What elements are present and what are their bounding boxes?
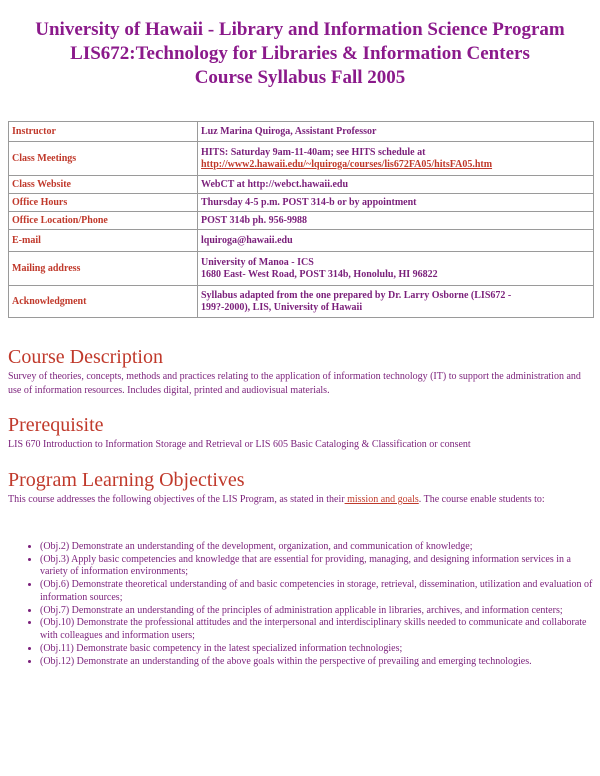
ack-label: Acknowledgment: [9, 286, 198, 318]
office-location-value: POST 314b ph. 956-9988: [198, 212, 594, 230]
list-item: • (Obj.3) Apply basic competencies and knowledge that are essential for providing, managing, and designing information services in a variety of information environments;: [40, 554, 600, 579]
instructor-label: Instructor: [9, 122, 198, 142]
title-line-2: LIS672:Technology for Libraries & Information Centers: [70, 43, 530, 64]
mailing-label: Mailing address: [9, 252, 198, 286]
list-item: • (Obj.2) Demonstrate an understanding of the development, organization, and communication of knowledge;: [40, 541, 600, 553]
ack-line-2: 199?-2000), LIS, University of Hawaii: [201, 301, 363, 313]
mailing-line-1: University of Manoa - ICS: [201, 256, 314, 268]
list-item: • (Obj.10) Demonstrate the professional attitudes and the interpersonal and interdisciplinary skills needed to communicate and collaborate with colleagues and information users;: [40, 617, 600, 642]
office-location-label: Office Location/Phone: [9, 212, 198, 230]
website-value: WebCT at http://webct.hawaii.edu: [198, 176, 594, 194]
course-description-section: [8, 346, 592, 398]
title-line-1: University of Hawaii - Library and Information Science Program: [35, 19, 565, 40]
table-row: [9, 286, 594, 318]
list-item: • (Obj.7) Demonstrate an understanding of the principles of administration applicable in libraries, archives, and information centers;: [40, 605, 600, 617]
objectives-heading: Program Learning Objectives: [8, 469, 245, 491]
table-row: [9, 212, 594, 230]
list-item: • (Obj.6) Demonstrate theoretical understanding of and basic competencies in storage, retrieval, dissemination, utilization and evaluation of information sources;: [40, 579, 600, 604]
table-row: [9, 142, 594, 176]
list-item: • (Obj.11) Demonstrate basic competency in the latest specialized information technologies;: [40, 643, 600, 655]
objectives-intro-end: . The course enable students to:: [418, 494, 545, 505]
course-info-table: [8, 121, 594, 318]
office-hours-label: Office Hours: [9, 194, 198, 212]
mailing-value: [198, 252, 594, 286]
website-label: Class Website: [9, 176, 198, 194]
prerequisite-text: LIS 670 Introduction to Information Storage and Retrieval or LIS 605 Basic Cataloging & Classification or consent: [8, 439, 471, 450]
objectives-intro-text: This course addresses the following objectives of the LIS Program, as stated in their: [8, 494, 345, 505]
objectives-section: [8, 469, 592, 507]
table-row: [9, 252, 594, 286]
meetings-text: HITS: Saturday 9am-11-40am; see HITS schedule at: [201, 146, 426, 158]
meetings-value: [198, 142, 594, 176]
page-header: [0, 0, 600, 90]
table-row: [9, 122, 594, 142]
list-item: • (Obj.12) Demonstrate an understanding of the above goals within the perspective of prevailing and emerging technologies.: [40, 656, 600, 668]
instructor-value: Luz Marina Quiroga, Assistant Professor: [198, 122, 594, 142]
title-line-3: Course Syllabus Fall 2005: [194, 67, 406, 88]
table-row: [9, 230, 594, 252]
hits-schedule-link[interactable]: http://www2.hawaii.edu/~lquiroga/courses/lis672FA05/hitsFA05.htm: [201, 158, 493, 170]
mailing-line-2: 1680 East- West Road, POST 314b, Honolulu, HI 96822: [201, 268, 438, 280]
course-description-heading: Course Description: [8, 346, 163, 368]
email-value: lquiroga@hawaii.edu: [198, 230, 594, 252]
ack-value: [198, 286, 594, 318]
meetings-label: Class Meetings: [9, 142, 198, 176]
table-row: [9, 176, 594, 194]
office-hours-value: Thursday 4-5 p.m. POST 314-b or by appointment: [198, 194, 594, 212]
objectives-list: [8, 541, 600, 669]
mission-goals-link[interactable]: mission and goals: [344, 494, 419, 505]
email-label: E-mail: [9, 230, 198, 252]
prerequisite-heading: Prerequisite: [8, 414, 104, 436]
course-description-text: Survey of theories, concepts, methods and practices relating to the application of information technology (IT) to support the administration and use of information resources. Includes digital, printed and audiovisual materials.: [8, 371, 581, 396]
prerequisite-section: [8, 414, 592, 452]
objectives-intro: [8, 493, 592, 507]
ack-line-1: Syllabus adapted from the one prepared by Dr. Larry Osborne (LIS672 -: [201, 289, 512, 301]
table-row: [9, 194, 594, 212]
